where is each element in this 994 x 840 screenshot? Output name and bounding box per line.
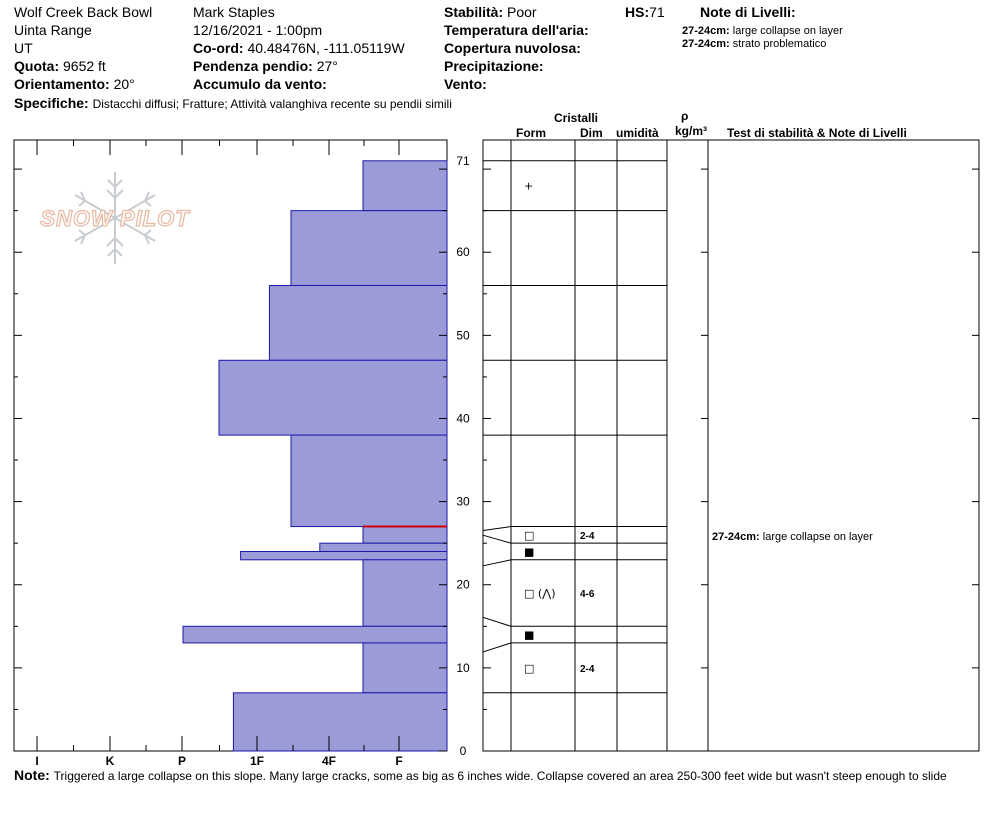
layer-connector bbox=[483, 527, 511, 531]
air-temp-label: Temperatura dell'aria: bbox=[444, 22, 589, 38]
elevation-value: 9652 ft bbox=[63, 58, 106, 74]
elevation-label: Quota: bbox=[14, 58, 60, 74]
coords-value: 40.48476N, -111.05119W bbox=[247, 40, 405, 56]
hardness-bar bbox=[363, 527, 447, 544]
hardness-bar bbox=[363, 560, 447, 627]
stability-label: Stabilità: bbox=[444, 4, 504, 20]
density-header: kg/m³ bbox=[675, 124, 708, 138]
layer-note-1-depth: 27-24cm: bbox=[682, 25, 730, 37]
stability-value: Poor bbox=[507, 4, 537, 20]
crystal-marks bbox=[524, 180, 595, 675]
height-tick-label: 50 bbox=[456, 328, 470, 343]
crystal-form-symbol: ■ bbox=[524, 628, 535, 642]
slope-label: Pendenza pendio: bbox=[193, 58, 313, 74]
test-note-text: large collapse on layer bbox=[762, 531, 873, 543]
state: UT bbox=[14, 40, 33, 56]
hardness-bar bbox=[219, 360, 447, 435]
hardness-bar bbox=[363, 161, 447, 211]
hardness-bar bbox=[363, 643, 447, 693]
crystal-size-label: 2-4 bbox=[580, 663, 595, 675]
moisture-header: umidità bbox=[616, 126, 659, 140]
height-tick-label: 71 bbox=[456, 153, 470, 168]
tests-panel bbox=[708, 140, 979, 751]
height-tick-label: 30 bbox=[456, 494, 470, 509]
wind-loading-label: Accumulo da vento: bbox=[193, 76, 327, 92]
hardness-bar bbox=[291, 435, 447, 526]
layer-connector bbox=[483, 535, 511, 543]
hardness-tick-label: K bbox=[105, 754, 115, 768]
test-note bbox=[712, 531, 873, 543]
footer-note-text: Triggered a large collapse on this slope. Many large cracks, some as big as 6 inches wide. Collapse covered an area 250-300 feet wide but wasn't steep enough to slide bbox=[53, 769, 947, 783]
mountain-range: Uinta Range bbox=[14, 22, 92, 38]
snowpilot-logo bbox=[40, 172, 190, 264]
hardness-bar bbox=[241, 551, 447, 559]
footer-note bbox=[14, 767, 947, 783]
wind-label: Vento: bbox=[444, 76, 487, 92]
crystal-form-symbol: □ bbox=[524, 528, 535, 542]
height-tick-label: 40 bbox=[456, 411, 470, 426]
layer-note-1-text: large collapse on layer bbox=[732, 25, 843, 37]
location-name: Wolf Creek Back Bowl bbox=[14, 4, 153, 20]
specifics-value: Distacchi diffusi; Fratture; Attività valanghiva recente su pendii simili bbox=[92, 97, 452, 111]
hardness-bar bbox=[233, 693, 447, 751]
crystal-form-symbol: □ bbox=[524, 661, 535, 675]
hardness-bar bbox=[269, 285, 447, 360]
cloud-cover-label: Copertura nuvolosa: bbox=[444, 40, 581, 56]
layer-note-2-depth: 27-24cm: bbox=[682, 38, 730, 50]
height-tick-label: 20 bbox=[456, 577, 470, 592]
hardness-bar bbox=[291, 211, 447, 286]
tests-ticks bbox=[701, 169, 979, 751]
specifics-label: Specifiche: bbox=[14, 95, 89, 111]
layer-connector bbox=[483, 643, 511, 652]
hs-label: HS: bbox=[625, 4, 650, 20]
rho-header: ρ bbox=[681, 109, 689, 123]
hardness-bar bbox=[183, 626, 447, 643]
layer-notes-title: Note di Livelli: bbox=[700, 4, 796, 20]
hardness-tick-label: 1F bbox=[249, 754, 265, 768]
crystal-form-symbol: □ (⋀) bbox=[524, 587, 556, 601]
layer-note-2-text: strato problematico bbox=[732, 38, 827, 50]
layer-table-frame bbox=[483, 140, 708, 751]
test-note-depth: 27-24cm: bbox=[712, 531, 760, 543]
layer-connector bbox=[483, 617, 511, 626]
crystal-size-label: 2-4 bbox=[580, 530, 595, 542]
slope-value: 27° bbox=[316, 58, 338, 74]
dim-header: Dim bbox=[580, 126, 603, 140]
tests-header: Test di stabilità & Note di Livelli bbox=[727, 126, 907, 140]
precipitation-label: Precipitazione: bbox=[444, 58, 544, 74]
height-tick-label: 10 bbox=[456, 660, 470, 675]
layer-connector bbox=[483, 560, 511, 566]
snowpilot-logo-text: SNOW PILOT bbox=[40, 206, 190, 231]
footer-note-label: Note: bbox=[14, 767, 50, 783]
observation-datetime: 12/16/2021 - 1:00pm bbox=[193, 22, 323, 38]
form-header: Form bbox=[516, 126, 546, 140]
crystal-form-symbol: + bbox=[524, 179, 534, 193]
hardness-tick-label: I bbox=[35, 754, 39, 768]
height-tick-label: 0 bbox=[459, 744, 467, 758]
hardness-bars bbox=[183, 161, 447, 751]
hardness-tick-label: 4F bbox=[321, 754, 337, 768]
aspect-value: 20° bbox=[113, 76, 135, 92]
height-tick-label: 60 bbox=[456, 245, 470, 260]
hardness-bar bbox=[320, 543, 447, 551]
crystals-header: Cristalli bbox=[554, 111, 599, 125]
hardness-tick-label: F bbox=[395, 754, 403, 768]
crystal-form-symbol: ■ bbox=[524, 545, 535, 559]
hs-value: 71 bbox=[649, 4, 665, 20]
observer-name: Mark Staples bbox=[193, 4, 275, 20]
coords-label: Co-ord: bbox=[193, 40, 244, 56]
aspect-label: Orientamento: bbox=[14, 76, 110, 92]
crystal-size-label: 4-6 bbox=[580, 589, 595, 601]
hardness-tick-label: P bbox=[177, 754, 187, 768]
